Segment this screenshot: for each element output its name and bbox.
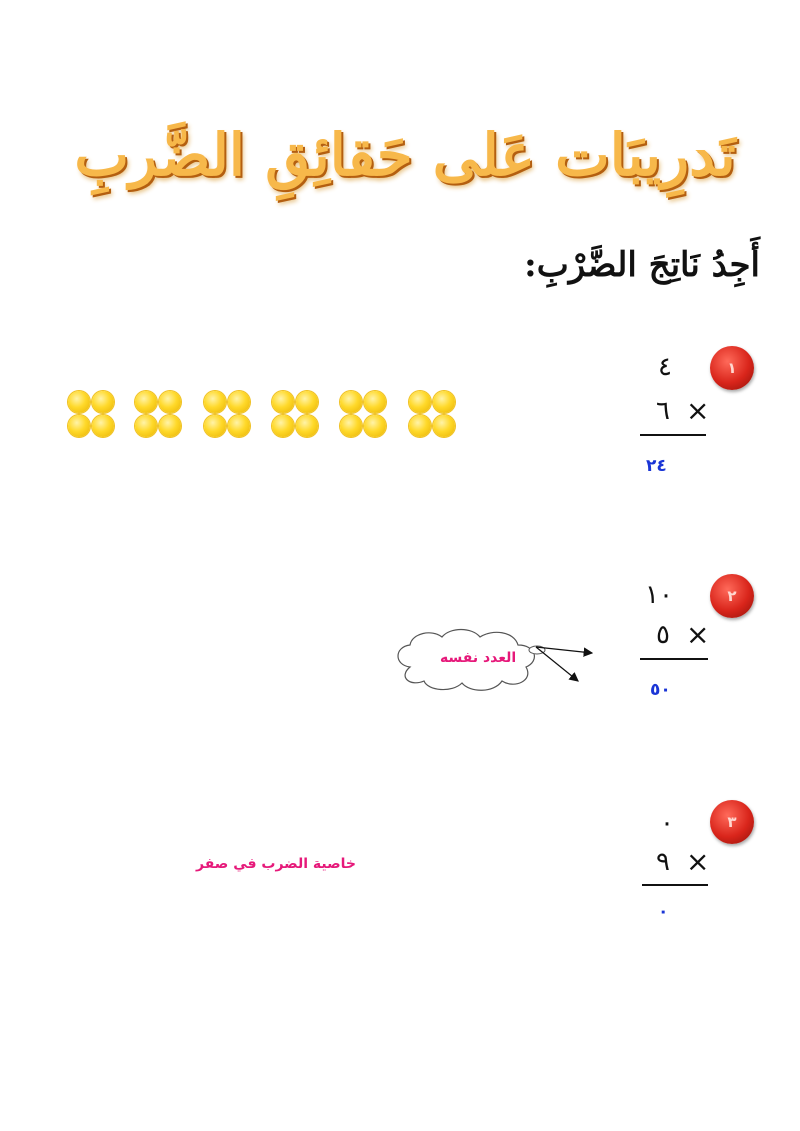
problem-2-rule [640,658,708,660]
problem-3-answer: ٠ [658,902,669,922]
zero-property-note: خاصية الضرب في صفر [196,856,356,872]
problem-2-answer: ٥٠ [650,680,671,700]
dot-group [135,391,181,437]
page-title: تَدرِيبَات عَلى حَقائِقِ الضَّربِ [74,121,736,189]
problem-1-bottom-number: ٦ [656,396,670,426]
problem-2-badge: ٢ [710,574,754,618]
problem-3-rule [642,884,708,886]
problem-1-badge: ١ [710,346,754,390]
problem-2-bottom-number: ٥ [656,620,670,650]
cloud-note: العدد نفسه [440,650,517,666]
instruction-heading: أَجِدُ نَاتِجَ الضَّرْبِ: [524,245,760,285]
dot-group [204,391,250,437]
dot-group [68,391,114,437]
problem-1-answer: ٢٤ [646,456,667,476]
problem-3-top-number: ٠ [660,808,674,838]
problem-3-bottom-number: ٩ [656,847,670,877]
problem-3-badge: ٣ [710,800,754,844]
dot-group [272,391,318,437]
dot-group [409,391,455,437]
multiply-icon: × [686,394,710,427]
problem-2-top-number: ١٠ [645,580,673,610]
problem-1-rule [640,434,706,436]
dot-group [340,391,386,437]
problem-1-top-number: ٤ [658,352,672,382]
pointer-arrows-icon [520,635,600,690]
multiply-icon: × [686,845,710,878]
multiply-icon: × [686,618,710,651]
